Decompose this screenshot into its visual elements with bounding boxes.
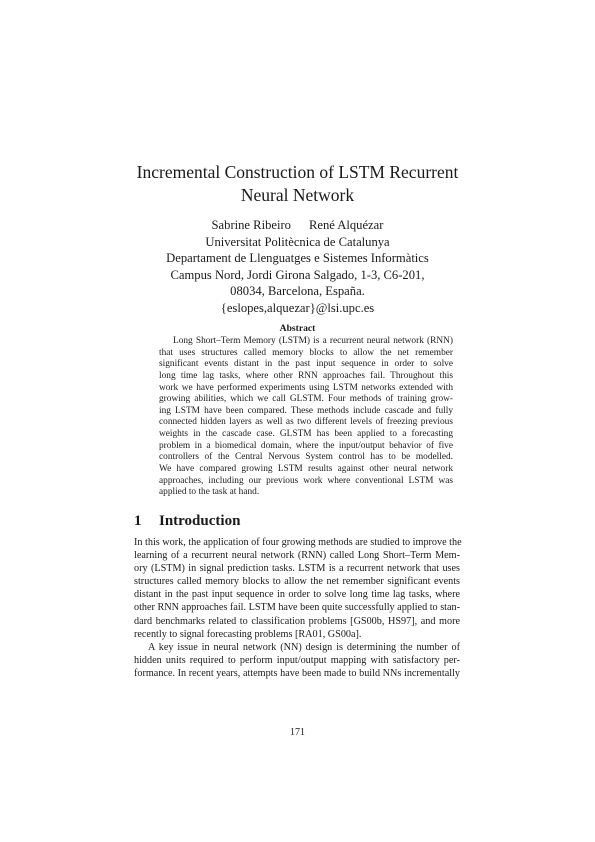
introduction-body: [134, 536, 460, 680]
affiliation-line: Departament de Llenguatges e Sistemes Informàtics: [166, 251, 429, 265]
abstract-line: long time lag tasks, where other RNN approaches fail. Throughout this: [159, 370, 453, 381]
abstract-line: connected hidden layers as well as two different levels of freezing previous: [159, 417, 453, 428]
body-line: distant in the past input sequence in order to solve long time lag tasks, where: [134, 589, 460, 601]
body-line: dard benchmarks related to classification problems [GS00b, HS97], and more: [134, 615, 460, 627]
author-email: {eslopes,alquezar}@lsi.upc.es: [220, 300, 375, 315]
author-name: René Alquézar: [308, 218, 384, 232]
abstract-line: applied to the task at hand.: [159, 487, 260, 498]
body-line: structures called memory blocks to allow the net remember significant events: [134, 576, 460, 588]
author-block: [0, 217, 595, 316]
abstract-heading: Abstract: [279, 323, 316, 334]
page-number: 171: [290, 727, 305, 738]
abstract-line: ing LSTM have been compared. These methods include cascade and fully: [159, 405, 453, 416]
section-title: Introduction: [159, 513, 241, 529]
abstract-line: growing abilities, which we call GLSTM. Four methods of training grow-: [159, 394, 453, 405]
abstract-line: problem in a biomedical domain, where the input/output behavior of five: [159, 440, 453, 451]
body-line: learning of a recurrent neural network (RNN) called Long Short–Term Mem-: [134, 550, 460, 562]
abstract-line: significant events distant in the past input sequence in order to solve: [159, 359, 453, 370]
paper-title-line: Incremental Construction of LSTM Recurrent: [136, 162, 459, 182]
body-line: other RNN approaches fail. LSTM have been quite successfully applied to stan-: [134, 602, 460, 614]
paper-title-line: Neural Network: [240, 185, 355, 205]
paper-title: [0, 161, 595, 207]
abstract-line: We have compared growing LSTM results against other neural network: [159, 464, 453, 475]
body-line: A key issue in neural network (NN) design is determining the number of: [148, 641, 460, 653]
abstract-line: weights in the cascade case. GLSTM has been applied to a forecasting: [159, 429, 453, 440]
abstract-line: approaches, including our previous work where conventional LSTM was: [159, 475, 453, 486]
body-line: ory (LSTM) in signal prediction tasks. LSTM is a recurrent network that uses: [134, 563, 460, 575]
abstract-line: controllers of the Central Nervous System control has to be modelled.: [159, 452, 453, 463]
abstract-line: Long Short–Term Memory (LSTM) is a recurrent neural network (RNN): [173, 336, 453, 346]
author-name: Sabrine Ribeiro: [211, 218, 291, 232]
section-number: 1: [134, 513, 142, 529]
body-line: formance. In recent years, attempts have been made to build NNs incrementally: [134, 667, 460, 679]
author-names: [0, 217, 595, 234]
abstract-line: work we have performed experiments using LSTM networks extended with: [159, 382, 453, 393]
body-line: In this work, the application of four growing methods are studied to improve the: [134, 537, 462, 548]
abstract-body: [159, 336, 453, 499]
section-heading: [134, 512, 240, 530]
affiliation-line: Universitat Politècnica de Catalunya: [205, 234, 390, 249]
affiliation-line: 08034, Barcelona, España.: [230, 284, 365, 298]
body-line: hidden units required to perform input/output mapping with satisfactory per-: [134, 654, 460, 666]
body-line: recently to signal forecasting problems [RA01, GS00a].: [134, 628, 362, 640]
abstract-line: that uses structures called memory blocks to allow the net remember: [159, 347, 453, 358]
affiliation-line: Campus Nord, Jordi Girona Salgado, 1-3, C6-201,: [170, 267, 425, 282]
